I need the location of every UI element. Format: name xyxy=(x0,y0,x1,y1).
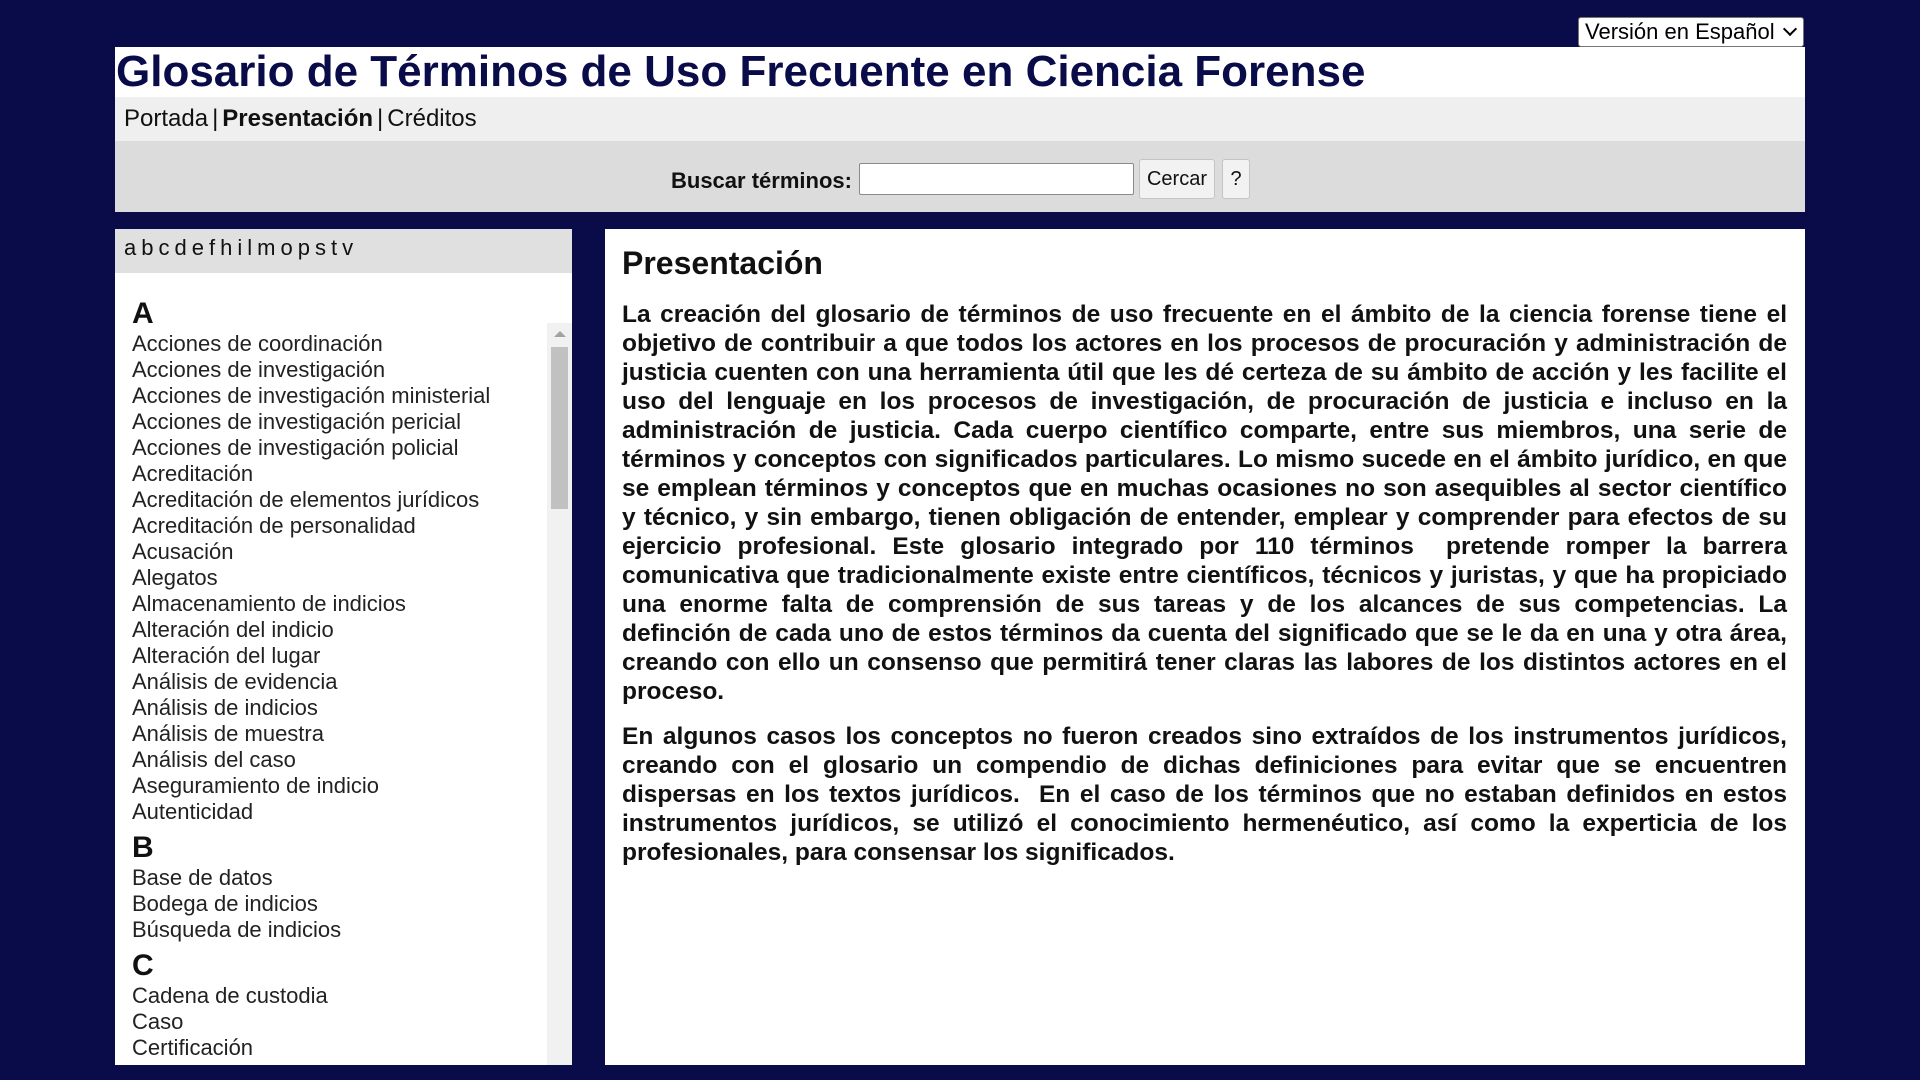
search-label: Buscar términos: xyxy=(671,168,852,193)
term-link[interactable]: Análisis de indicios xyxy=(132,695,318,720)
main-nav xyxy=(115,97,1805,141)
term-link[interactable]: Certificación xyxy=(132,1035,254,1060)
term-link[interactable]: Acusación xyxy=(132,539,234,564)
chevron-down-icon xyxy=(1783,22,1797,36)
alphabet-index xyxy=(115,229,572,273)
alphabet-link-e[interactable]: e xyxy=(191,235,204,260)
alphabet-link-i[interactable]: i xyxy=(237,235,243,260)
header xyxy=(115,47,1805,97)
term-link[interactable]: Acreditación xyxy=(132,461,254,486)
scrollbar-thumb[interactable] xyxy=(551,347,568,509)
search-bar xyxy=(115,141,1805,212)
term-link[interactable]: Acciones de investigación xyxy=(132,357,386,382)
term-link[interactable]: Almacenamiento de indicios xyxy=(132,591,406,616)
term-group xyxy=(132,831,572,943)
scrollbar[interactable] xyxy=(547,323,572,1065)
alphabet-link-v[interactable]: v xyxy=(342,235,354,260)
language-select-value: Versión en Español xyxy=(1585,19,1775,44)
nav-link-creditos[interactable]: Créditos xyxy=(387,105,477,132)
term-link[interactable]: Acciones de investigación ministerial xyxy=(132,383,491,408)
term-link[interactable]: Base de datos xyxy=(132,865,273,890)
content-panel xyxy=(605,229,1805,1065)
page-title: Glosario de Términos de Uso Frecuente en Ciencia Forense xyxy=(116,47,1366,96)
term-link[interactable]: Caso xyxy=(132,1009,184,1034)
term-link[interactable]: Acciones de investigación policial xyxy=(132,435,459,460)
nav-link-portada[interactable]: Portada xyxy=(124,105,209,132)
term-link[interactable]: Análisis de muestra xyxy=(132,721,324,746)
terms-sidebar xyxy=(115,229,572,1065)
term-group xyxy=(132,297,572,825)
alphabet-link-d[interactable]: d xyxy=(174,235,187,260)
language-select[interactable] xyxy=(1578,17,1804,47)
term-link[interactable]: Alteración del indicio xyxy=(132,617,334,642)
term-link[interactable]: Acciones de coordinación xyxy=(132,331,383,356)
alphabet-link-b[interactable]: b xyxy=(141,235,154,260)
term-link[interactable]: Análisis del caso xyxy=(132,747,296,772)
alphabet-link-t[interactable]: t xyxy=(330,235,338,260)
term-link[interactable]: Acreditación de personalidad xyxy=(132,513,416,538)
term-link[interactable]: Alteración del lugar xyxy=(132,643,321,668)
alphabet-link-m[interactable]: m xyxy=(257,235,276,260)
term-link[interactable]: Acreditación de elementos jurídicos xyxy=(132,487,480,512)
content-paragraph: La creación del glosario de términos de uso frecuente en el ámbito de la ciencia forense tiene el objetivo de contribuir a que todos los actores en los procesos de procuración y administración de justicia cuenten con una herramienta útil que les dé certeza de su ámbito de acción y les facilite el uso del lenguaje en los procesos de investigación, de procuración de justicia e incluso en la administración de justicia. Cada cuerpo científico comparte, entre sus miembros, una serie de términos y conceptos con significados particulares. Lo mismo sucede en el ámbito jurídico, en que se emplean términos y conceptos que en muchas ocasiones no son asequibles al sector científico y técnico, y sin embargo, tienen obligación de entender, emplear y comprender para efectos de su ejercicio profesional. Este glosario integrado por 110 términos pretende romper la barrera comunicativa que tradicionalmente existe entre científicos, técnicos y juristas, y que ha propiciado una enorme falta de comprensión de sus tareas y de los alcances de sus competencias. La definción de cada uno de estos términos da cuenta del significado que se le da en una y otra área, creando con ello un consenso que permitirá tener claras las labores de los distintos actores en el proceso. xyxy=(622,301,1794,705)
alphabet-link-o[interactable]: o xyxy=(280,235,293,260)
group-letter-heading: A xyxy=(132,297,154,330)
alphabet-link-a[interactable]: a xyxy=(124,235,137,260)
search-input[interactable] xyxy=(859,163,1134,195)
nav-separator: | xyxy=(212,105,219,132)
alphabet-link-s[interactable]: s xyxy=(314,235,326,260)
term-link[interactable]: Cadena de custodia xyxy=(132,983,328,1008)
alphabet-link-f[interactable]: f xyxy=(209,235,216,260)
content-title: Presentación xyxy=(622,245,823,281)
term-group xyxy=(132,949,572,1061)
term-link[interactable]: Búsqueda de indicios xyxy=(132,917,342,942)
term-link[interactable]: Alegatos xyxy=(132,565,218,590)
terms-list xyxy=(115,273,572,1061)
alphabet-link-l[interactable]: l xyxy=(247,235,253,260)
term-link[interactable]: Aseguramiento de indicio xyxy=(132,773,380,798)
group-letter-heading: B xyxy=(132,831,154,864)
terms-list-scroll[interactable] xyxy=(115,273,572,1065)
search-button[interactable]: Cercar xyxy=(1139,159,1215,199)
nav-separator: | xyxy=(377,105,384,132)
term-link[interactable]: Autenticidad xyxy=(132,799,254,824)
term-link[interactable]: Análisis de evidencia xyxy=(132,669,338,694)
help-button[interactable]: ? xyxy=(1222,159,1250,199)
term-link[interactable]: Acciones de investigación pericial xyxy=(132,409,461,434)
group-letter-heading: C xyxy=(132,949,154,982)
alphabet-link-c[interactable]: c xyxy=(158,235,170,260)
content-paragraph: En algunos casos los conceptos no fueron creados sino extraídos de los instrumentos jurídicos, creando con el glosario un compendio de dichas definiciones para evitar que se encuentren dispersas en los textos jurídicos. En el caso de los términos que no estaban definidos en estos instrumentos jurídicos, se utilizó el conocimiento hermenéutico, así como la experticia de los profesionales, para consensar los significados. xyxy=(622,723,1794,866)
alphabet-link-h[interactable]: h xyxy=(220,235,233,260)
scroll-up-arrow-icon[interactable] xyxy=(554,331,566,337)
alphabet-link-p[interactable]: p xyxy=(297,235,310,260)
nav-link-presentacion[interactable]: Presentación xyxy=(222,105,374,132)
term-link[interactable]: Bodega de indicios xyxy=(132,891,318,916)
